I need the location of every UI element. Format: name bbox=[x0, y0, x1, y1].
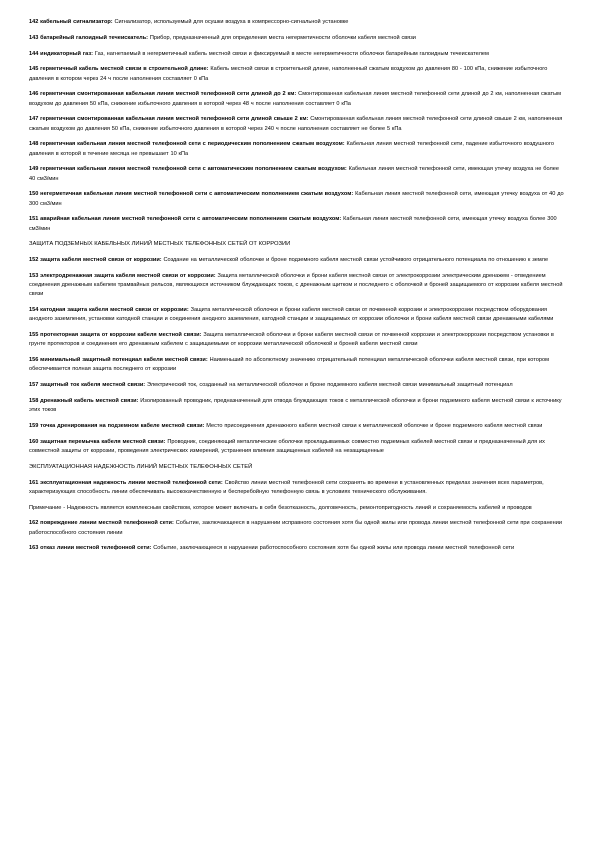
term-146: 146 герметичная смонтированная кабельная линия местной телефонной сети длиной до 2 км: Смонтированная кабельная линия местной телефонной сети длиной до 2 км, наполненная сжатым воздухом до давления 50 кПа, снижение избыточного давления в которой через 48 ч после наполнения составляет 0 кПа bbox=[29, 91, 561, 107]
term-159: 159 точка дренирования на подземном кабеле местной связи: Место присоединения дренажного кабеля местной связи к металлической оболочке и броне подземного кабеля местной связи bbox=[29, 422, 543, 429]
term-145: 145 герметичный кабель местной связи в строительной длине: Кабель местной связи в строительной длине, наполненный сжатым воздухом до давления 80 - 100 кПа, снижение избыточного давления в котором через 24 ч после наполнения составляет 0 кПа bbox=[29, 66, 548, 82]
term-142: 142 кабельный сигнализатор: Сигнализатор, используемый для осушки воздуха в компрессорно-сигнальной установке bbox=[29, 19, 349, 25]
term-158: 158 дренажный кабель местной связи: Изолированный проводник, предназначенный для отвода блуждающих токов с металлической оболочки и брони подземного кабеля местной связи к источнику этих токов bbox=[29, 397, 562, 414]
document-page bbox=[29, 18, 567, 560]
term-160: 160 защитная перемычка кабеля местной связи: Проводник, соединяющий металлические оболочки прокладываемых совместно подземных кабелей местной связи и предназначенный для их совместной защиты от коррозии, проведения электрических измерений, устранения влияния защищенных кабелей на незащищенные bbox=[29, 438, 545, 454]
term-162: 162 повреждение линии местной телефонной сети: Событие, заключающееся в нарушении исправного состояния хотя бы одной жилы или провода линии местной телефонной сети при сохранении работоспособного состояния линии bbox=[29, 520, 562, 536]
term-155: 155 протекторная защита от коррозии кабеля местной связи: Защита металлической оболочки и брони кабеля местной связи от почвенной коррозии и электрокоррозии посредством установки в грунте протекторов и соединения его дренажным кабелем с защищаемыми от коррозии металлической оболочкой и броней кабеля местной связи bbox=[29, 332, 554, 348]
note-161: Примечание - Надежность является комплексным свойством, которое может включать в себя безотказность, долговечность, ремонтопригодность линий и сохраняемость кабелей и проводов bbox=[29, 504, 532, 511]
term-147: 147 герметичная смонтированная кабельная линия местной телефонной сети длиной свыше 2 км: Смонтированная кабельная линия местной телефонной сети длиной свыше 2 км, наполненная сжатым воздухом до давления 50 кПа, снижение избыточного давления в которой через 240 ч после наполнения составляет не более 5 кПа bbox=[29, 116, 563, 132]
term-148: 148 герметичная кабельная линия местной телефонной сети с периодическим пополнением сжатым воздухом: Кабельная линия местной телефонной сети, падение избыточного воздушного давления в которой в течение месяца не превышает 10 кПа bbox=[29, 141, 554, 157]
term-150: 150 негерметичная кабельная линия местной телефонной сети с автоматическим пополнением сжатым воздухом: Кабельная линия местной телефонной сети, имеющая утечку воздуха от 40 до 300 см3/мин bbox=[29, 191, 564, 207]
term-151: 151 аварийная кабельная линия местной телефонной сети с автоматическим пополнением сжатым воздухом: Кабельная линия местной телефонной сети, имеющая утечку воздуха более 300 см3/мин bbox=[29, 216, 557, 232]
term-163: 163 отказ линии местной телефонной сети: Событие, заключающееся в нарушении работоспособного состояния хотя бы одной жилы или провода линии местной телефонной сети bbox=[29, 545, 515, 552]
section-heading-corrosion: ЗАЩИТА ПОДЗЕМНЫХ КАБЕЛЬНЫХ ЛИНИЙ МЕСТНЫХ ТЕЛЕФОННЫХ СЕТЕЙ ОТ КОРРОЗИИ bbox=[29, 241, 291, 248]
section-heading-reliability: ЭКСПЛУАТАЦИОННАЯ НАДЕЖНОСТЬ ЛИНИЙ МЕСТНЫХ ТЕЛЕФОННЫХ СЕТЕЙ bbox=[29, 463, 253, 470]
term-149: 149 герметичная кабельная линия местной телефонной сети с автоматическим пополнением сжатым воздухом: Кабельная линия местной телефонной сети, имеющая утечку воздуха не более 40 см3/мин bbox=[29, 166, 559, 182]
term-156: 156 минимальный защитный потенциал кабеля местной связи: Наименьший по абсолютному значению отрицательный потенциал металлической оболочки кабеля местной связи, при котором обеспечивается полная защита последнего от коррозии bbox=[29, 357, 549, 373]
term-154: 154 катодная защита кабеля местной связи от коррозии: Защита металлической оболочки и брони кабеля местной связи от почвенной коррозии и электрокоррозии посредством оборудования анодного заземления, установки катодной станции и соединения анодного заземления, катодной станции и защищаемых от коррозии оболочки и брони кабеля местной связи дренажными кабелями bbox=[29, 307, 554, 323]
term-143: 143 батарейный галоидный течеискатель: Прибор, предназначенный для определения места негерметичности оболочки кабеля местной связи bbox=[29, 34, 416, 41]
term-153: 153 электродренажная защита кабеля местной связи от коррозии: Защита металлической оболочки и брони кабеля местной связи от электрокоррозии электрическим дренажем - отведением соединения дренажным кабелем трамвайных рельсов, являющихся источником блуждающих токов, с дренажным щитком и последнего с оболочкой и броней защищаемого от коррозии кабеля местной связи bbox=[29, 272, 563, 298]
term-152: 152 защита кабеля местной связи от коррозии: Создание на металлической оболочке и броне подземного кабеля местной связи устойчивого отрицательного потенциала по отношению к земле bbox=[29, 257, 549, 264]
term-161: 161 эксплуатационная надежность линии местной телефонной сети: Свойство линии местной телефонной сети сохранять во времени в установленных пределах значения всех параметров, характеризующих способность линии обеспечивать высококачественную и бесперебойную телефонную связь в условиях технического обслуживания. bbox=[29, 479, 544, 495]
term-157: 157 защитный ток кабеля местной связи: Электрический ток, созданный на металлической оболочке и броне подземного кабеля местной связи минимальный защитный потенциал bbox=[29, 382, 513, 389]
term-144: 144 индикаторный газ: Газ, нагнетаемый в негерметичный кабель местной связи и фиксируемый в месте негерметичности оболочки батарейным галоидным течеискателем bbox=[29, 50, 489, 57]
